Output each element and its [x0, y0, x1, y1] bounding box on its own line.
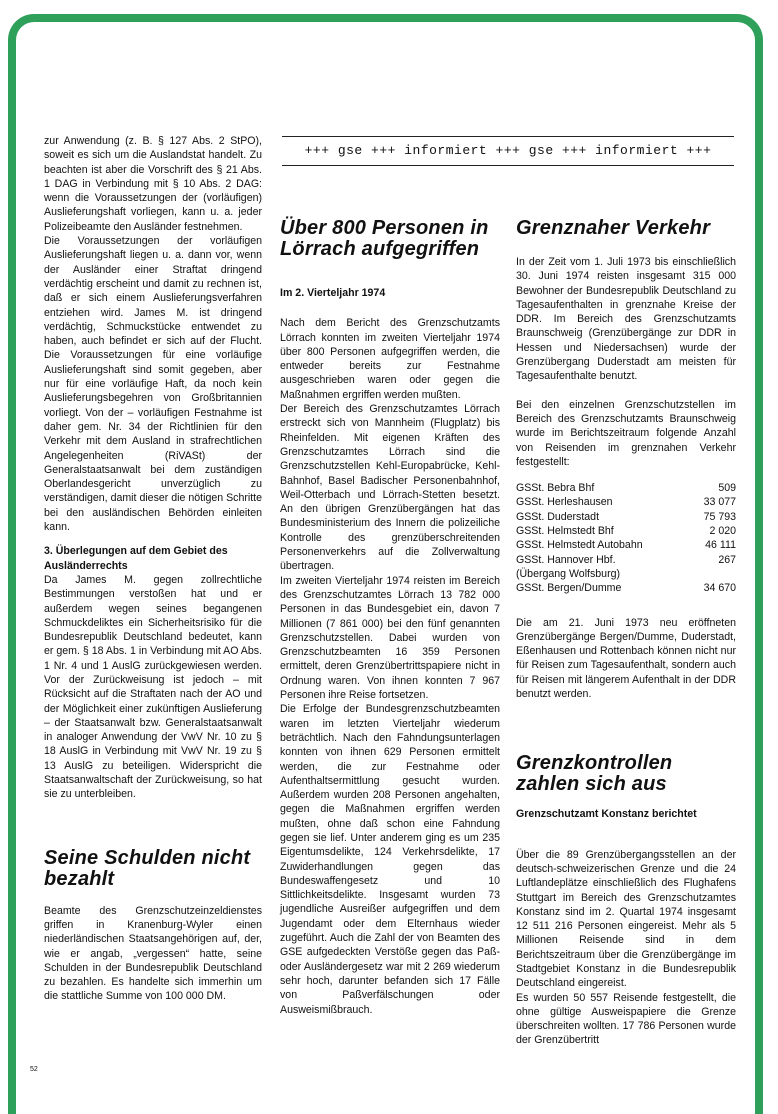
article-headline: Grenznaher Verkehr [516, 217, 711, 239]
crossing-count: 75 793 [703, 510, 736, 523]
crossings-table [516, 481, 736, 595]
crossing-name: (Übergang Wolfsburg) [516, 567, 621, 580]
article-headline: Über 800 Personen in Lörrach aufgegriffen [280, 217, 489, 260]
crossing-name: GSSt. Hannover Hbf. [516, 553, 616, 566]
paragraph: In der Zeit vom 1. Juli 1973 bis einschließlich 30. Juni 1974 reisten insgesamt 315 000 Bewohner der Bundesrepublik Deutschland zu Tagesaufenthalten in grenznahe Kreise der DDR. Im Bereich des Grenzschutzamts Braunschweig (Grenzübergänge zur DDR in Hessen und Niedersachsen) wurde der Grenzübergang Duderstadt am meisten für Tagesaufenthalte benutzt. [516, 256, 736, 383]
paragraph: Über die 89 Grenzübergangsstellen an der deutsch-schweizerischen Grenze und die 24 Luftlandeplätze einschließlich des Flughafens Stuttgart im Bereich des Grenzschutzamtes Konstanz sind im 2. Quartal 1974 insgesamt 12 511 216 Personen eingereist. Mehr als 5 Millionen Reisende sind in dem Berichtszeitraum über die Grenzübergänge im Stadtgebiet Konstanz in die Bundesrepublik Deutschland eingereist. [516, 848, 736, 990]
paragraph: Die Voraussetzungen der vorläufigen Auslieferungshaft liegen u. a. dann vor, wenn der Ausländer einer Straftat dringend verdächtig erscheint und damit zu rechnen ist, daß er sich einem Auslieferungsverfahren entziehen wird. James M. ist dringend verdächtig, Schmuckstücke entwendet zu haben, auch befindet er sich auf der Flucht. Die Voraussetzungen für eine vorläufige Auslieferungshaft sind somit gegeben, aber nur für eine vorläufige Haft, da noch kein Auslieferungsbegehren von Großbritannien vorliegt. Von der – vorläufigen Festnahme ist daher gem. Nr. 34 der Richtlinien für den Verkehr mit dem Ausland in strafrechtlichen Angelegenheiten (RiVASt) der Generalstaatsanwalt bei dem zuständigen Oberlandesgericht unverzüglich zu verständigen, damit dieser die nötigen Schritte bei den ausländischen Behörden einleiten kann. [44, 235, 262, 534]
article-subhead: Im 2. Vierteljahr 1974 [280, 287, 386, 299]
table-row [516, 510, 736, 524]
article-headline: Grenzkontrollen zahlen sich aus [516, 752, 673, 796]
column-right [516, 172, 736, 1048]
crossing-count: 2 020 [709, 525, 736, 538]
table-row [516, 553, 736, 567]
page-number: 52 [30, 1066, 38, 1073]
crossing-name: GSSt. Helmstedt Autobahn [516, 539, 643, 552]
table-row [516, 538, 736, 552]
paragraph: Nach dem Bericht des Grenzschutzamts Lörrach konnten im zweiten Vierteljahr 1974 über 800 Personen aufgegriffen werden, die entweder bereits zur Festnahme ausgeschrieben waren oder gegen die Maßnahmen ergriffen werden mußten. [280, 317, 500, 401]
paragraph: Es wurden 50 557 Reisende festgestellt, die ohne gültige Ausweispapiere die Grenze überschreiten wollten. 17 786 Personen wurde der Grenzübertritt [516, 991, 736, 1047]
article-subhead: Grenzschutzamt Konstanz berichtet [516, 808, 697, 821]
crossing-name: GSSt. Bergen/Dumme [516, 582, 622, 595]
column-left [44, 134, 262, 1004]
crossing-name: GSSt. Helmstedt Bhf [516, 525, 614, 538]
table-row [516, 524, 736, 538]
paragraph: Die am 21. Juni 1973 neu eröffneten Grenzübergänge Bergen/Dumme, Duderstadt, Eßenhausen und Rottenbach können nicht nur für Reisen zum Tagesaufenthalt, sondern auch für Reisen mit längerem Aufenthalt in der DDR benutzt werden. [516, 616, 736, 701]
table-row [516, 495, 736, 509]
crossing-name: GSSt. Herleshausen [516, 496, 613, 509]
crossing-count: 509 [718, 482, 736, 495]
table-row [516, 581, 736, 595]
crossing-name: GSSt. Duderstadt [516, 510, 600, 523]
table-row [516, 481, 736, 495]
crossing-name: GSSt. Bebra Bhf [516, 482, 595, 495]
table-row [516, 567, 736, 581]
paragraph: Bei den einzelnen Grenzschutzstellen im Bereich des Grenzschutzamts Braunschweig wurde im Berichtszeitraum folgende Anzahl von Reisenden im grenznahen Verkehr festgestellt: [516, 398, 736, 468]
paragraph: Der Bereich des Grenzschutzamtes Lörrach erstreckt sich von Mannheim (Flugplatz) bis Rheinfelden. Mit eigenen Kräften des Grenzschutzamtes Lörrach sind die Grenzschutzstellen Kehl-Europabrücke, Kehl-Bahnhof, Basel Badischer Personenbahnhof, Weil-Otterbach und Lörrach-Stetten besetzt. An den übrigen Grenzübergängen hat das Bundesministerium des Innern die polizeiliche Kontrolle des grenzüberschreitenden Personenverkehrs auf die Zollverwaltung übertragen. [280, 403, 500, 573]
crossing-count: 46 111 [705, 539, 736, 552]
article-headline: Seine Schulden nicht bezahlt [44, 846, 251, 890]
crossing-count: 267 [718, 553, 736, 566]
paragraph: Da James M. gegen zollrechtliche Bestimmungen verstoßen hat und er außerdem wegen seines begangenen Schmuckdeliktes ein Sicherheitsrisiko für die Bundesrepublik Deutschland bedeutet, kann er gem. § 18 Abs. 1 in Verbindung mit AO Abs. 1 Nr. 4 und 1 AuslG zurückgewiesen werden. Vor der Zurückweisung ist jedoch – mit Rücksicht auf die Straftaten nach der AO und der Möglichkeit einer zukünftigen Auslieferung – der Staatsanwalt bzw. Generalstaatsanwalt in analoger Anwendung der VwV Nr. 10 zu § 18 AuslG in Verbindung mit VwV Nr. 19 zu § 13 AuslG zu beteiligen. Widerspricht die Staatsanwaltschaft der Zurückweisung, so hat sie zu unterbleiben. [44, 573, 262, 801]
paragraph: Im zweiten Vierteljahr 1974 reisten im Bereich des Grenzschutzamtes Lörrach 13 782 000 Personen in das Bundesgebiet ein, davon 7 Millionen (7 861 000) bei den fünf genannten Grenzschutzstellen. Dabei wurden von Grenzschutzbeamten 16 359 Personen ermittelt, deren Grenzübertrittspapiere nicht in Ordnung waren. Von ihnen konnten 7 967 Personen ihre Reise fortsetzen. [280, 574, 500, 702]
paragraph: Die Erfolge der Bundesgrenzschutzbeamten waren im letzten Vierteljahr wiederum beträchtlich. Nach den Fahndungsunterlagen konnten von ihnen 629 Personen ermittelt werden, die zur Festnahme oder Aufenthaltsermittlung gesucht wurden. Außerdem wurden 208 Personen angehalten, gegen die Maßnahmen ergriffen werden mußten, ohne daß schon eine Fahndung gegen sie lief. Unter anderem ging es um 235 Eigentumsdelikte, 124 Verkehrsdelikte, 17 Zuwiderhandlungen gegen das Bundeswaffengesetz und 10 Sittlichkeitsdelikte. Insgesamt wurden 73 jugendliche Ausreißer aufgegriffen und dem Jugendamt oder dem Elternhaus wieder zugeführt. Auch die Zahl der von Beamten des GSE aufgedeckten Verstöße gegen das Paß- oder Ausländergesetz war mit 2 269 wiederum sehr hoch, darunter befanden sich 17 Fälle von Paßverfälschungen oder Ausweismißbrauch. [280, 703, 500, 1016]
crossing-count: 33 077 [703, 496, 736, 509]
column-middle [280, 172, 500, 1017]
info-banner: +++ gse +++ informiert +++ gse +++ informiert +++ [282, 136, 734, 166]
crossing-count [691, 567, 736, 581]
paragraph: Beamte des Grenzschutzeinzeldienstes griffen in Kranenburg-Wyler einen niederländischen Staatsangehörigen auf, der, wie er angab, „vergessen“ hatte, seine Schulden in der Bundesrepublik Deutschland zu bezahlen. Es handelte sich immerhin um die stattliche Summe von 100 000 DM. [44, 904, 262, 1003]
paragraph: zur Anwendung (z. B. § 127 Abs. 2 StPO), soweit es sich um die Auslandstat handelt. Zu beachten ist aber die Vorschrift des § 21 Abs. 1 DAG in Verbindung mit § 10 Abs. 2 DAG: wenn die Voraussetzungen der (vorläufigen) Auslieferungshaft vorliegen, kann u. a. jeder Polizeibeamte den Ausländer festnehmen. [44, 135, 262, 233]
crossing-count: 34 670 [703, 582, 736, 595]
section-heading: 3. Überlegungen auf dem Gebiet des Ausländerrechts [44, 545, 228, 572]
